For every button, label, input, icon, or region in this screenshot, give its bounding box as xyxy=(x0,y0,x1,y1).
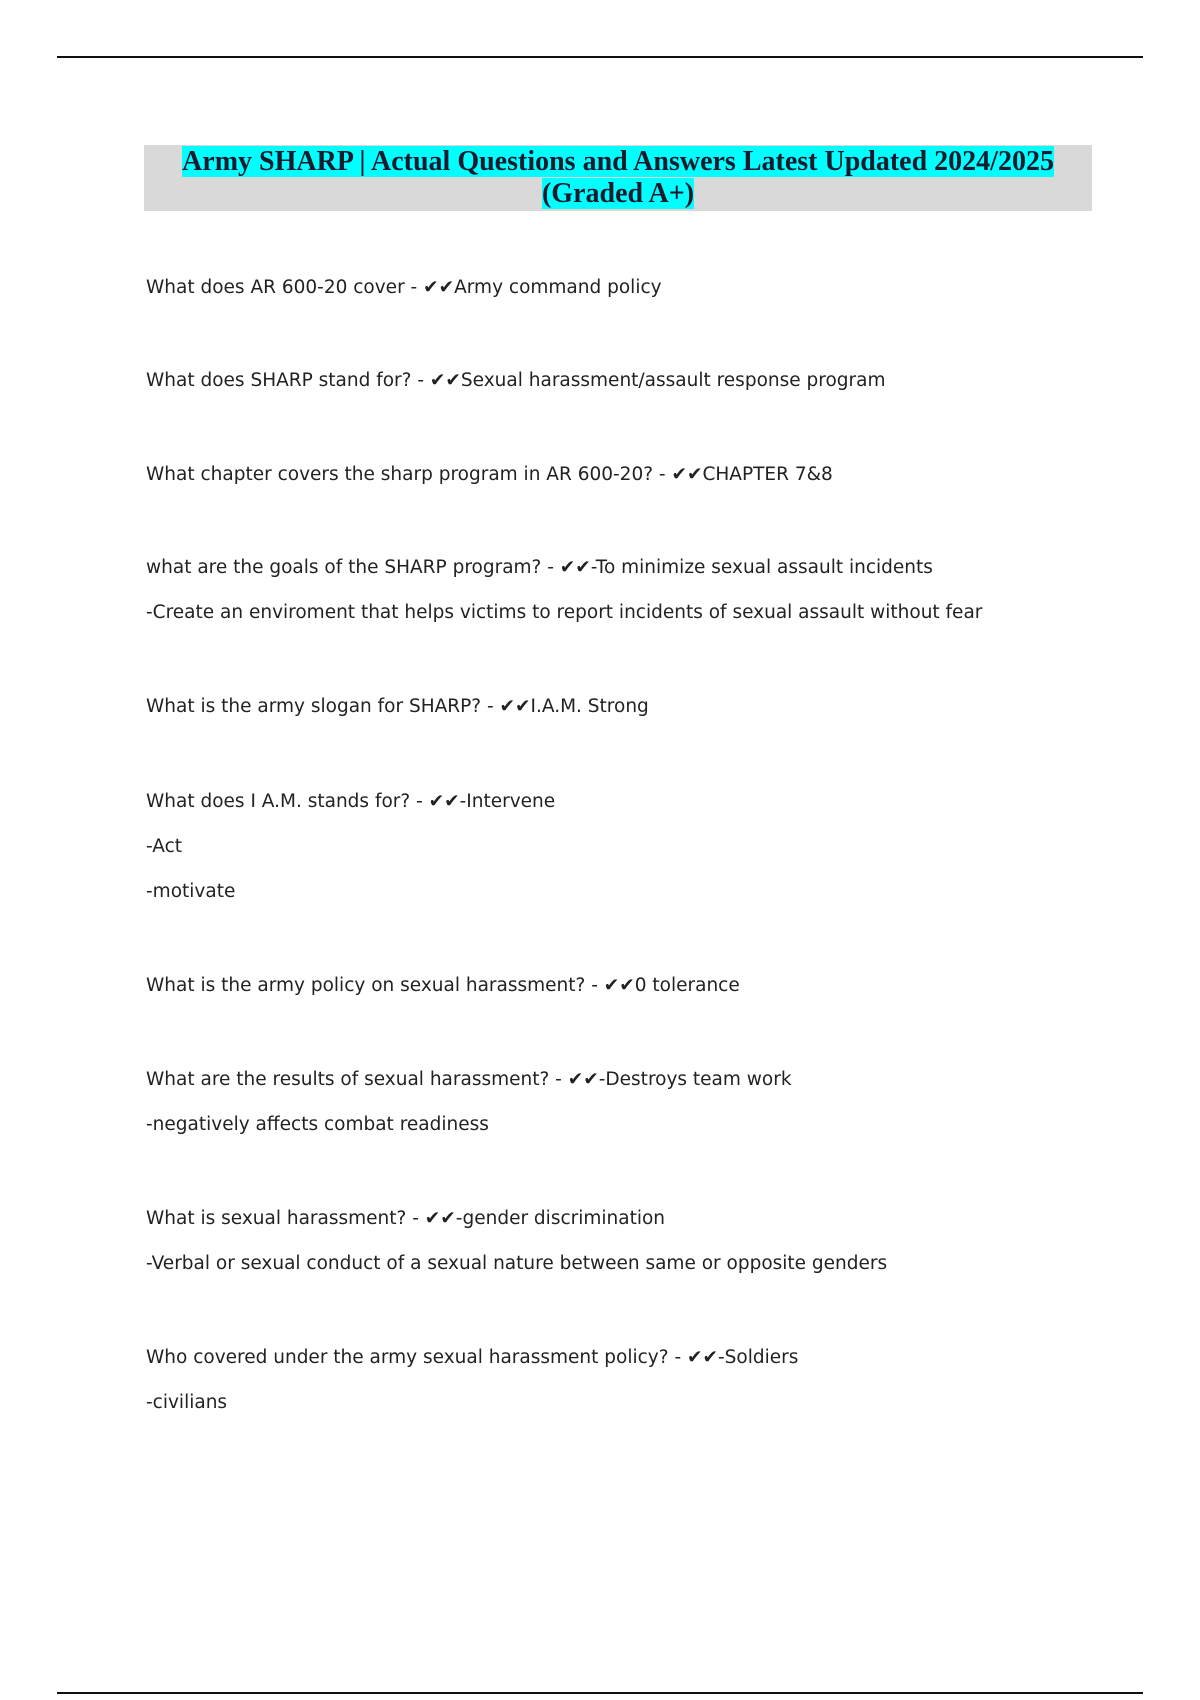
bottom-rule xyxy=(57,1692,1143,1694)
qa-line: -civilians xyxy=(146,1392,228,1413)
qa-line: What does SHARP stand for? - ✔✔Sexual harassment/assault response program xyxy=(146,370,886,391)
qa-item-3 xyxy=(146,464,833,486)
qa-line: what are the goals of the SHARP program? - ✔✔-To minimize sexual assault incidents xyxy=(146,557,933,578)
qa-line: Who covered under the army sexual harassment policy? - ✔✔-Soldiers xyxy=(146,1347,799,1368)
qa-item-6 xyxy=(146,791,555,903)
qa-item-2 xyxy=(146,370,885,392)
qa-item-7 xyxy=(146,975,740,997)
qa-line: -Act xyxy=(146,836,183,857)
qa-item-9 xyxy=(146,1208,887,1275)
qa-line: What is the army slogan for SHARP? - ✔✔I.A.M. Strong xyxy=(146,696,649,717)
qa-line: -negatively affects combat readiness xyxy=(146,1114,489,1135)
qa-item-10 xyxy=(146,1347,798,1414)
qa-item-8 xyxy=(146,1069,792,1136)
qa-item-5 xyxy=(146,696,649,718)
qa-line: What does I A.M. stands for? - ✔✔-Intervene xyxy=(146,791,556,812)
qa-line: -Verbal or sexual conduct of a sexual nature between same or opposite genders xyxy=(146,1253,888,1274)
qa-line: -motivate xyxy=(146,881,236,902)
qa-item-4 xyxy=(146,557,982,624)
top-rule xyxy=(57,56,1143,58)
title-line-2: (Graded A+) xyxy=(541,178,695,209)
qa-item-1 xyxy=(146,277,662,299)
qa-line: -Create an enviroment that helps victims to report incidents of sexual assault without fear xyxy=(146,602,983,623)
qa-line: What is sexual harassment? - ✔✔-gender discrimination xyxy=(146,1208,666,1229)
qa-line: What are the results of sexual harassment? - ✔✔-Destroys team work xyxy=(146,1069,792,1090)
document-title xyxy=(144,145,1092,211)
qa-line: What does AR 600-20 cover - ✔✔Army command policy xyxy=(146,277,662,298)
title-line-1: Army SHARP | Actual Questions and Answers Latest Updated 2024/2025 xyxy=(182,146,1054,177)
qa-line: What chapter covers the sharp program in AR 600-20? - ✔✔CHAPTER 7&8 xyxy=(146,464,833,485)
qa-line: What is the army policy on sexual harassment? - ✔✔0 tolerance xyxy=(146,975,740,996)
